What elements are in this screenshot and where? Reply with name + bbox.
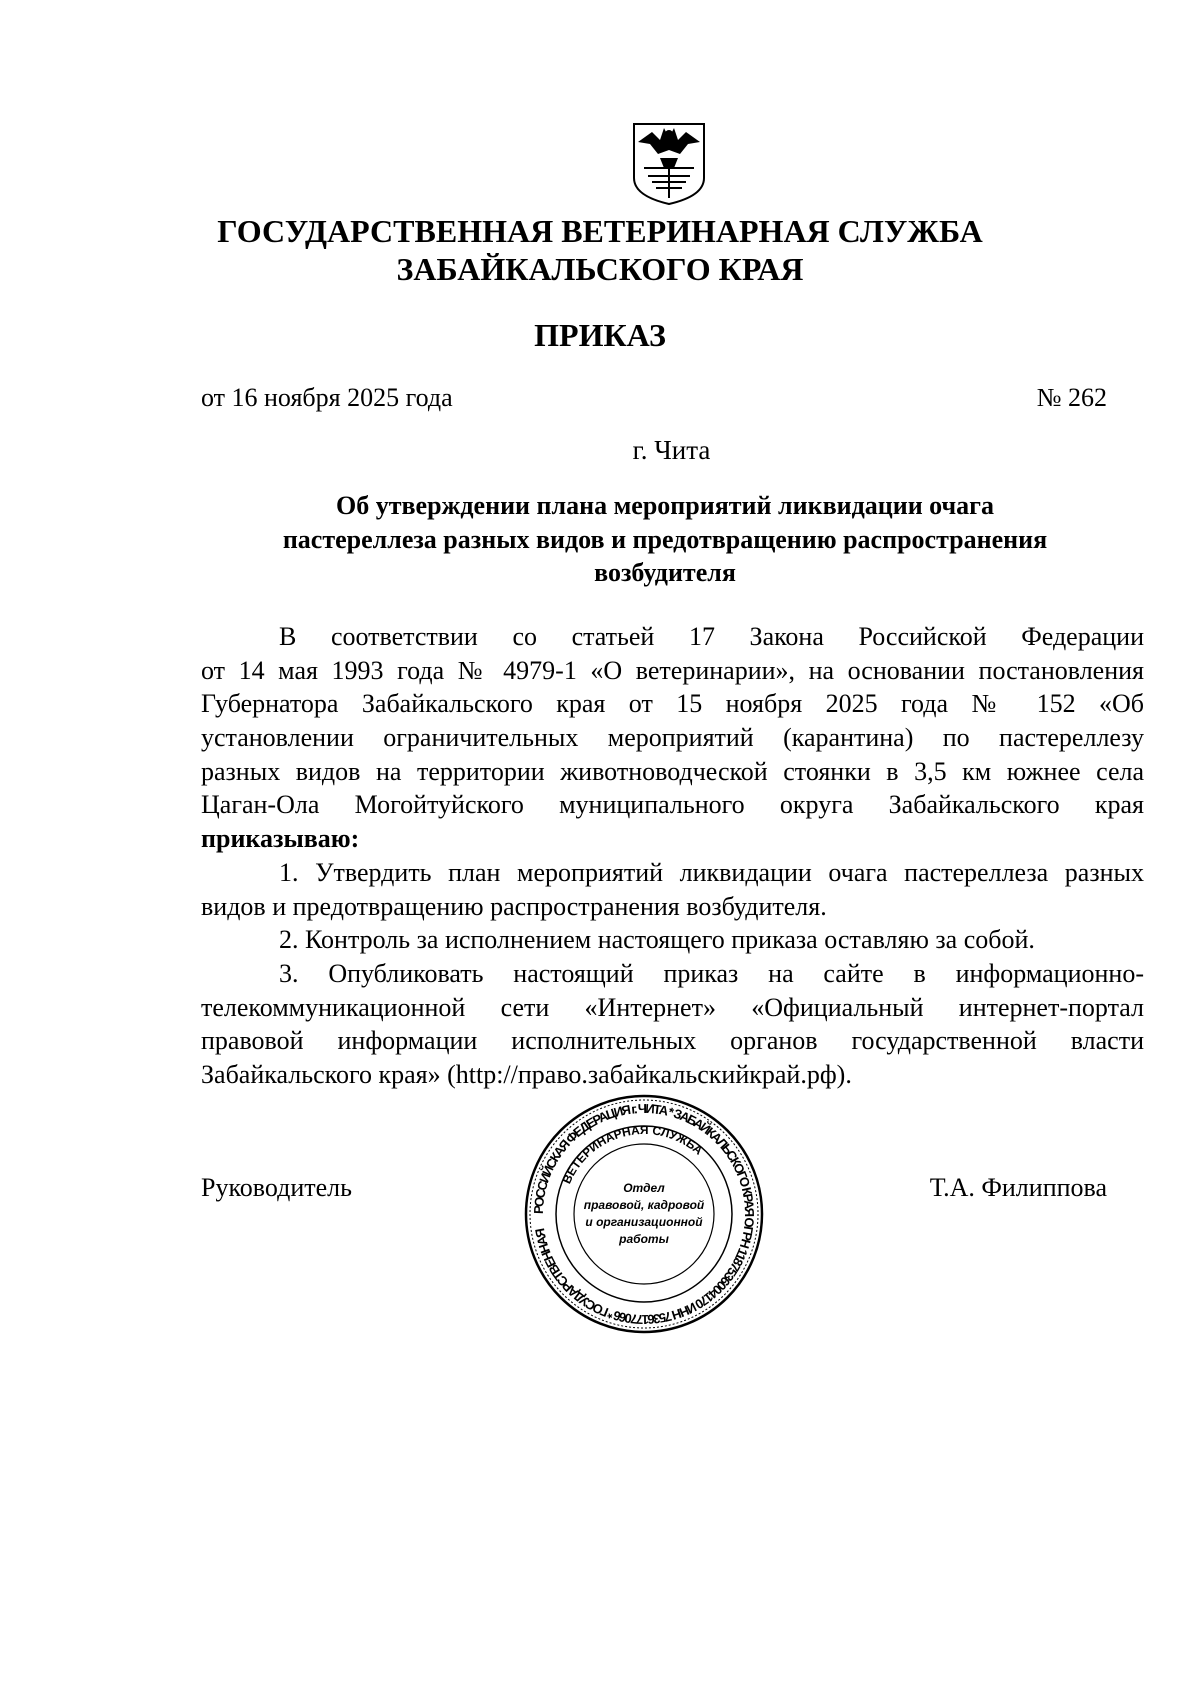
item1-line: 1. Утвердить план мероприятий ликвидации очага пастереллеза разных [279,857,1144,887]
document-date: от 16 ноября 2025 года [201,383,453,412]
stamp-center-line: работы [619,1232,669,1246]
document-title-line2: пастереллеза разных видов и предотвращению распространения [282,525,1048,554]
document-number: № 262 [1036,383,1107,412]
agency-name-line1: ГОСУДАРСТВЕННАЯ ВЕТЕРИНАРНАЯ СЛУЖБА [217,213,983,249]
document-body [201,620,1144,1092]
stamp-outer-text: РОССИЙСКАЯ ФЕДЕРАЦИЯ г. ЧИТА * ЗАБАЙКАЛЬСКОГО КРАЯ ОГРН 1187536004170 ИНН 7536177066 * ГОСУДАРСТВЕННАЯ [530,1100,758,1328]
item3-line: Забайкальского края» (http://право.забайкальскийкрай.рф). [201,1059,852,1089]
body-line: установлении ограничительных мероприятий (карантина) по пастереллезу [201,723,1144,753]
signatory-role: Руководитель [201,1173,352,1202]
item1-line: видов и предотвращению распространения возбудителя. [201,891,827,921]
body-line: Цаган-Ола Могойтуйского муниципального округа Забайкальского края [201,790,1144,820]
body-line: В соответствии со статьей 17 Закона Российской Федерации [279,622,1144,651]
body-line: Губернатора Забайкальского края от 15 ноября 2025 года № 152 «Об [201,689,1144,719]
document-city: г. Чита [632,435,711,465]
item3-line: телекоммуникационной сети «Интернет» «Официальный интернет-портал [201,992,1144,1022]
agency-name-line2: ЗАБАЙКАЛЬСКОГО КРАЯ [396,251,804,287]
item3-line: 3. Опубликовать настоящий приказ на сайте в информационно- [279,958,1144,988]
official-stamp [522,1092,766,1336]
stamp-center-line: правовой, кадровой [583,1198,705,1212]
signatory-name: Т.А. Филиппова [929,1173,1107,1202]
document-title-line3: возбудителя [594,558,736,587]
stamp-inner-text: ВЕТЕРИНАРНАЯ СЛУЖБА [559,1122,706,1186]
order-word: приказываю: [201,824,360,854]
document-title-line1: Об утверждении плана мероприятий ликвидации очага [336,491,994,520]
body-line: разных видов на территории животноводческой стоянки в 3,5 км южнее села [201,756,1144,786]
coat-of-arms-icon [630,120,708,206]
item2-line: 2. Контроль за исполнением настоящего приказа оставляю за собой. [279,925,1035,955]
item3-line: правовой информации исполнительных органов государственной власти [201,1026,1144,1056]
stamp-center-line: Отдел [623,1181,665,1195]
stamp-center-line: и организационной [585,1215,703,1229]
body-line: от 14 мая 1993 года № 4979-1 «О ветеринарии», на основании постановления [201,655,1144,685]
document-type: ПРИКАЗ [534,317,666,353]
